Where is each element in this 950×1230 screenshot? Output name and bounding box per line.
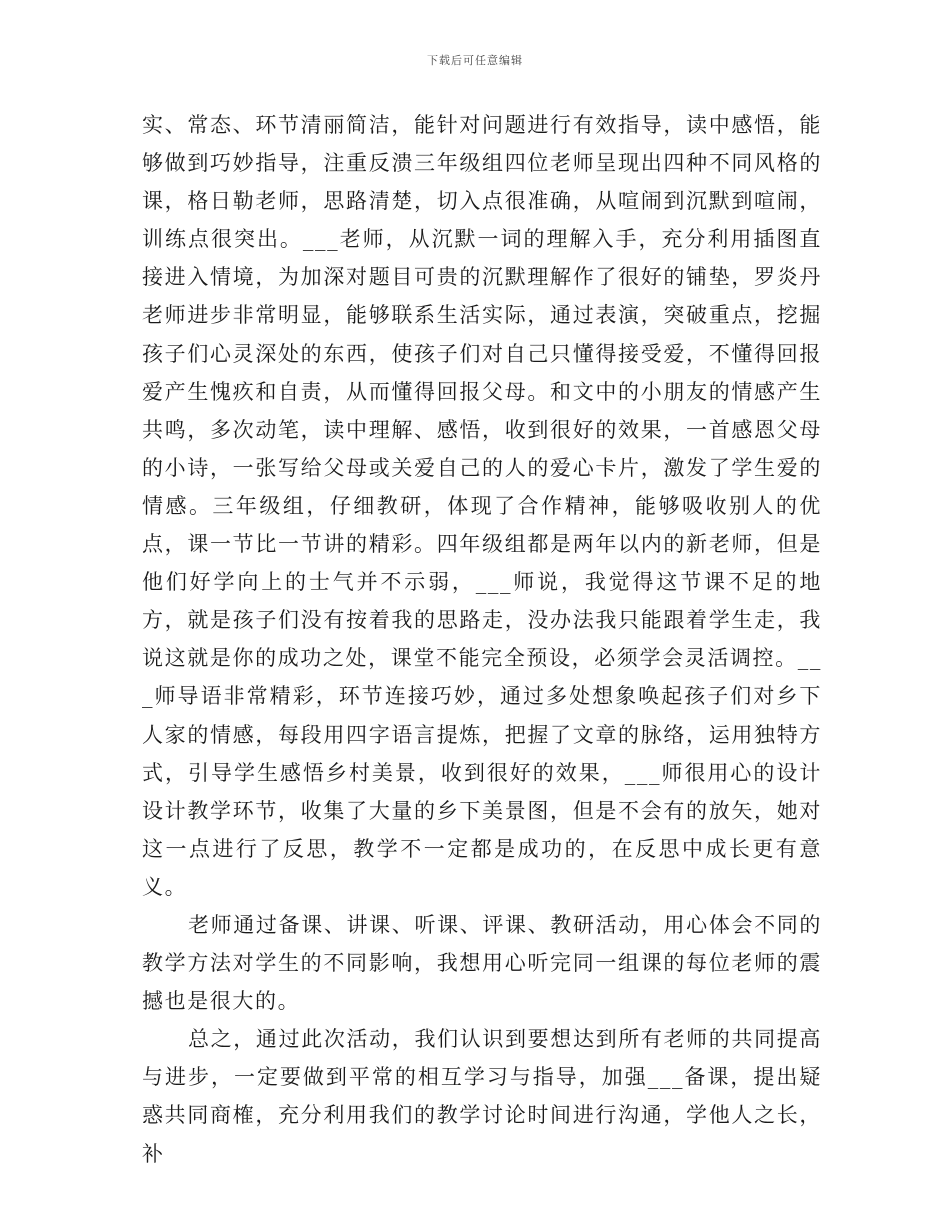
document-body — [142, 106, 822, 1173]
paragraph-2: 老师通过备课、讲课、听课、评课、教研活动，用心体会不同的教学方法对学生的不同影响，我想用心听完同一组课的每位老师的震撼也是很大的。 — [142, 912, 822, 1014]
paragraph-3: 总之，通过此次活动，我们认识到要想达到所有老师的共同提高与进步，一定要做到平常的相互学习与指导，加强___备课，提出疑惑共同商榷，充分利用我们的教学讨论时间进行沟通，学他人之长，补 — [142, 1027, 822, 1166]
page-header: 下载后可任意编辑 — [427, 54, 523, 67]
paragraph-1: 实、常态、环节清丽简洁，能针对问题进行有效指导，读中感悟，能够做到巧妙指导，注重反溃三年级组四位老师呈现出四种不同风格的课，格日勒老师，思路清楚，切入点很准确，从喧闹到沉默到喧闹，训练点很突出。___老师，从沉默一词的理解入手，充分利用插图直接进入情境，为加深对题目可贵的沉默理解作了很好的铺垫，罗炎丹老师进步非常明显，能够联系生活实际，通过表演，突破重点，挖掘孩子们心灵深处的东西，使孩子们对自己只懂得接受爱，不懂得回报爱产生愧疚和自责，从而懂得回报父母。和文中的小朋友的情感产生共鸣，多次动笔，读中理解、感悟，收到很好的效果，一首感恩父母的小诗，一张写给父母或关爱自己的人的爱心卡片，激发了学生爱的情感。三年级组，仔细教研，体现了合作精神，能够吸收别人的优点，课一节比一节讲的精彩。四年级组都是两年以内的新老师，但是他们好学向上的士气并不示弱，___师说，我觉得这节课不足的地方，就是孩子们没有按着我的思路走，没办法我只能跟着学生走，我说这就是你的成功之处，课堂不能完全预设，必须学会灵活调控。___师导语非常精彩，环节连接巧妙，通过多处想象唤起孩子们对乡下人家的情感，每段用四字语言提炼，把握了文章的脉络，运用独特方式，引导学生感悟乡村美景，收到很好的效果，___师很用心的设计设计教学环节，收集了大量的乡下美景图，但是不会有的放矢，她对这一点进行了反思，教学不一定都是成功的，在反思中成长更有意义。 — [142, 113, 822, 899]
